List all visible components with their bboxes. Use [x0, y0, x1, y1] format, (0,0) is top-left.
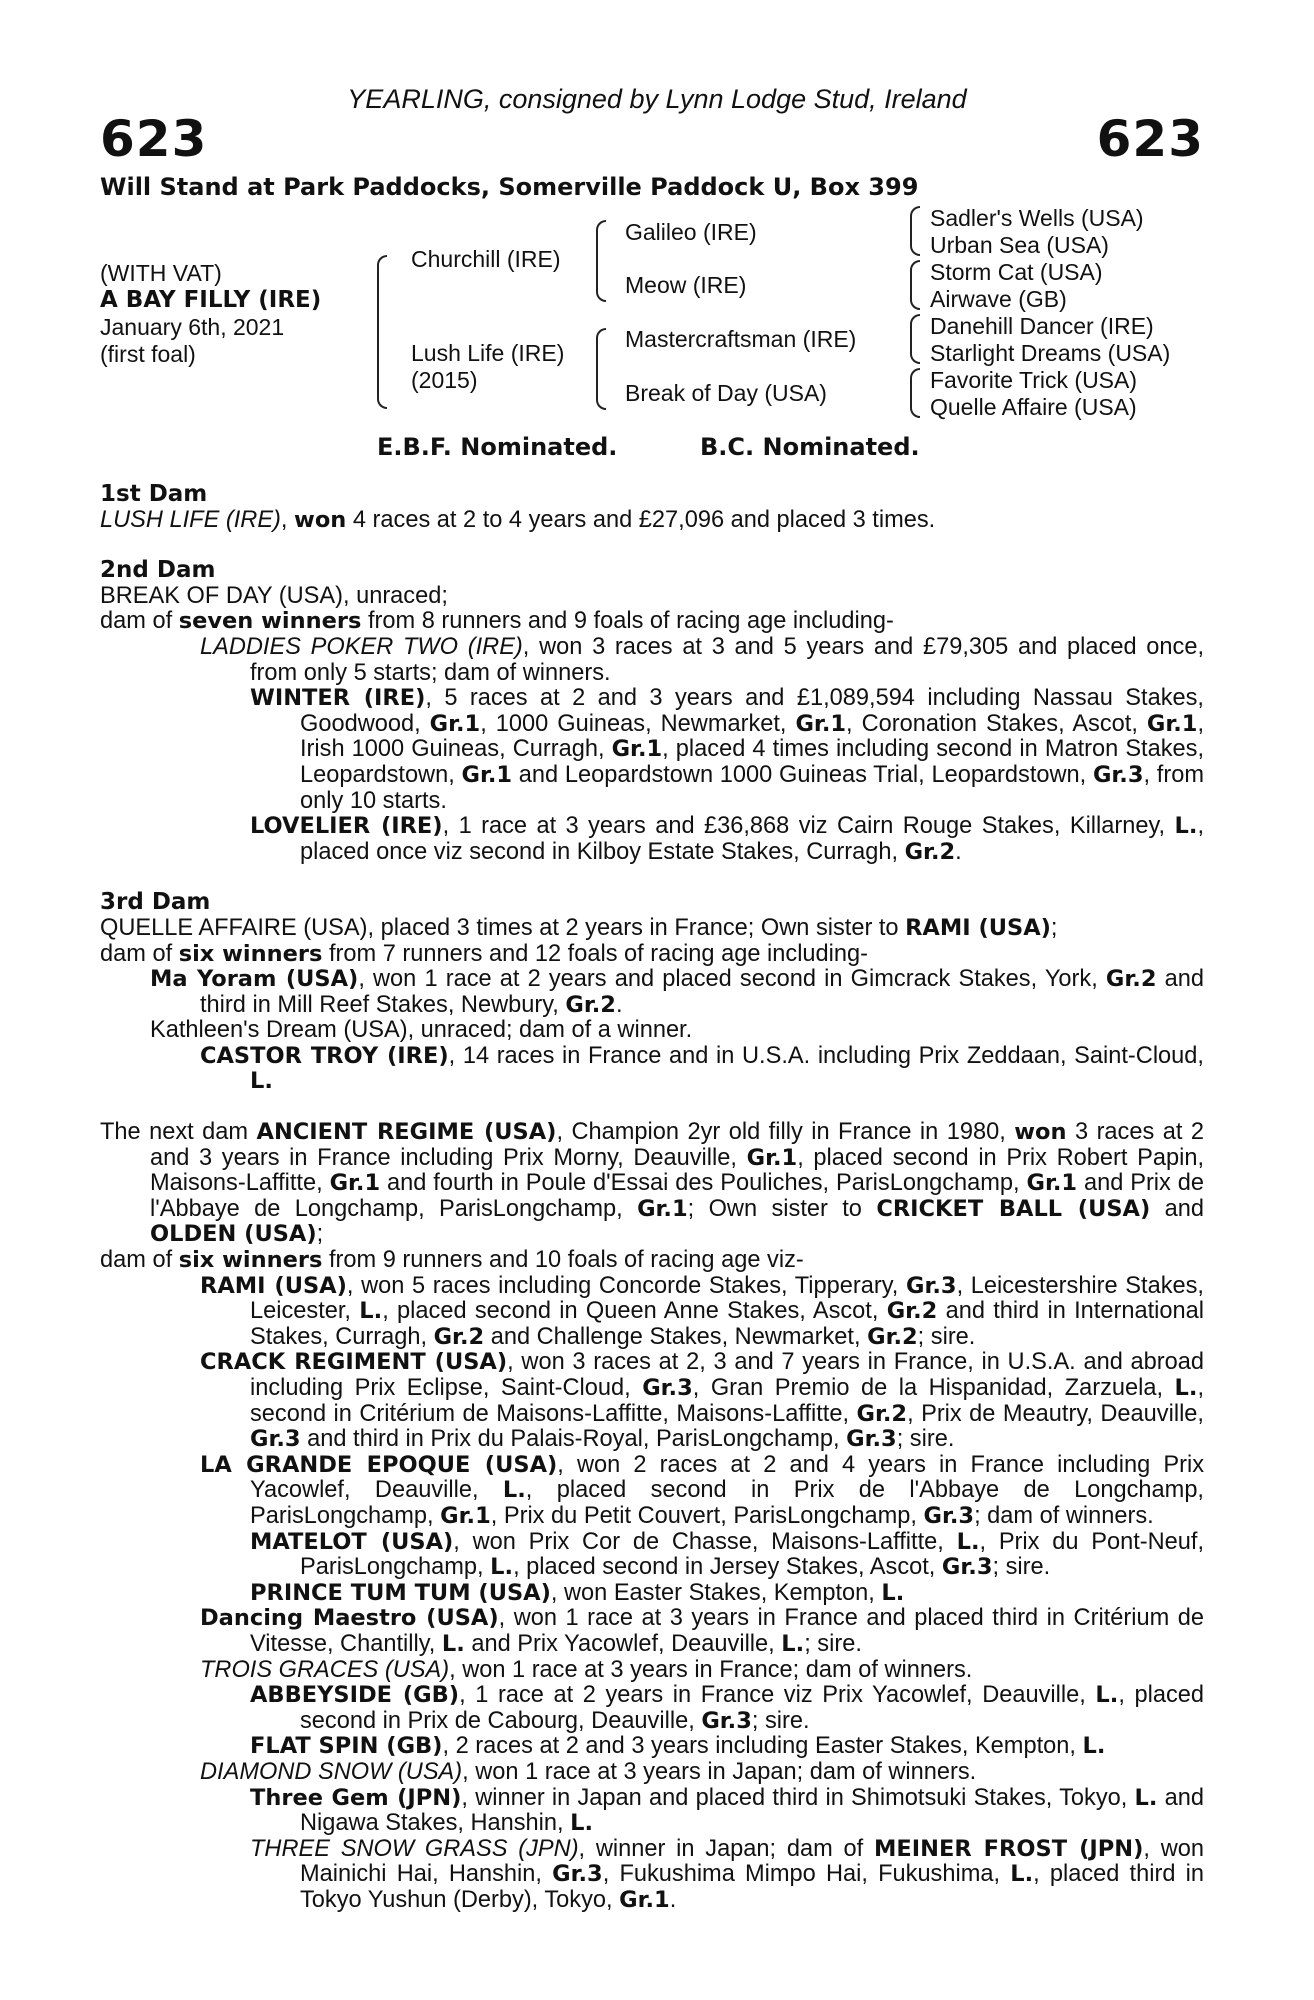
ebf-nominated: E.B.F. Nominated. [377, 433, 618, 461]
produce-laddies-poker-two: LADDIES POKER TWO (IRE), won 3 races at 3 and 5 years and £79,305 and placed once, from only 5 starts; dam of winners. [200, 633, 1204, 686]
produce-crack-regiment: CRACK REGIMENT (USA), won 3 races at 2, 3 and 7 years in France, in U.S.A. and abroad including Prix Eclipse, Saint-Cloud, Gr.3, Gran Premio de la Hispanidad, Zarzuela, L., second in Critérium de Maisons-Laffitte, Maisons-Laffitte, Gr.2, Prix de Meautry, Deauville, Gr.3 and third in Prix du Palais-Royal, ParisLongchamp, Gr.3; sire. [200, 1349, 1205, 1453]
lot-number-right: 623 [1096, 110, 1204, 168]
produce-diamond-snow: DIAMOND SNOW (USA), won 1 race at 3 years in Japan; dam of winners. [200, 1758, 977, 1785]
produce-three-gem: Three Gem (JPN), winner in Japan and placed third in Shimotsuki Stakes, Tokyo, L. and Nigawa Stakes, Hanshin, L. [250, 1784, 1205, 1837]
dam: Lush Life (IRE) [411, 340, 565, 366]
first-dam-text: LUSH LIFE (IRE), won 4 races at 2 to 4 years and £27,096 and placed 3 times. [100, 506, 936, 533]
produce-prince-tum-tum: PRINCE TUM TUM (USA), won Easter Stakes, Kempton, L. [250, 1579, 905, 1606]
ped-dds: Favorite Trick (USA) [930, 367, 1138, 393]
horse-dob: January 6th, 2021 [100, 314, 285, 340]
produce-flat-spin: FLAT SPIN (GB), 2 races at 2 and 3 years including Easter Stakes, Kempton, L. [250, 1733, 1106, 1760]
sire-sire: Galileo (IRE) [625, 219, 757, 245]
stand-location: Will Stand at Park Paddocks, Somerville Paddock U, Box 399 [100, 173, 919, 201]
pedigree-brace-ds [910, 314, 920, 364]
produce-ma-yoram: Ma Yoram (USA), won 1 race at 2 years and placed second in Gimcrack Stakes, York, Gr.2 and third in Mill Reef Stakes, Newbury, Gr.2. [150, 966, 1205, 1018]
dam-sire: Mastercraftsman (IRE) [625, 326, 857, 352]
next-dam-ancient-regime: The next dam ANCIENT REGIME (USA), Champion 2yr old filly in France in 1980, won 3 races at 2 and 3 years in France including Prix Morny, Deauville, Gr.1, placed second in Prix Robert Papin, Maisons-Laffitte, Gr.1 and fourth in Poule d'Essai des Pouliches, ParisLongchamp, Gr.1 and Prix de l'Abbaye de Longchamp, ParisLongchamp, Gr.1; Own sister to CRICKET BALL (USA) and OLDEN (USA); [100, 1119, 1205, 1248]
ped-dsd: Starlight Dreams (USA) [930, 340, 1171, 366]
next-dam-summary: dam of six winners from 9 runners and 10 foals of racing age viz- [100, 1247, 804, 1274]
produce-winter: WINTER (IRE), 5 races at 2 and 3 years and £1,089,594 including Nassau Stakes, Goodwood, Gr.1, 1000 Guineas, Newmarket, Gr.1, Coronation Stakes, Ascot, Gr.1, Irish 1000 Guineas, Curragh, Gr.1, placed 4 times including second in Matron Stakes, Leopardstown, Gr.1 and Leopardstown 1000 Guineas Trial, Leopardstown, Gr.3, from only 10 starts. [250, 685, 1205, 814]
lot-number-left: 623 [100, 110, 208, 168]
sire: Churchill (IRE) [411, 246, 561, 272]
second-dam-text: BREAK OF DAY (USA), unraced; [100, 582, 448, 609]
bc-nominated: B.C. Nominated. [700, 433, 920, 461]
produce-record [100, 482, 1204, 1913]
horse-foal-note: (first foal) [100, 341, 196, 367]
second-dam-heading: 2nd Dam [100, 557, 216, 584]
ped-sss: Sadler's Wells (USA) [930, 205, 1144, 231]
produce-matelot: MATELOT (USA), won Prix Cor de Chasse, Maisons-Laffitte, L., Prix du Pont-Neuf, ParisLongchamp, L., placed second in Jersey Stakes, Ascot, Gr.3; sire. [250, 1528, 1205, 1581]
third-dam-summary: dam of six winners from 7 runners and 12 foals of racing age including- [100, 940, 869, 967]
third-dam-text: QUELLE AFFAIRE (USA), placed 3 times at 2 years in France; Own sister to RAMI (USA); [100, 914, 1058, 941]
produce-castor-troy: CASTOR TROY (IRE), 14 races in France and in U.S.A. including Prix Zeddaan, Saint-Cloud, L. [200, 1042, 1204, 1095]
second-dam-summary: dam of seven winners from 8 runners and 9 foals of racing age including- [100, 608, 894, 635]
ped-ssd: Urban Sea (USA) [930, 232, 1109, 258]
sire-dam: Meow (IRE) [625, 272, 747, 298]
produce-dancing-maestro: Dancing Maestro (USA), won 1 race at 3 years in France and placed third in Critérium de Vitesse, Chantilly, L. and Prix Yacowlef, Deauville, L.; sire. [200, 1605, 1204, 1657]
ped-sds: Storm Cat (USA) [930, 259, 1103, 285]
pedigree-brace-ss [910, 206, 920, 256]
produce-kathleens-dream: Kathleen's Dream (USA), unraced; dam of a winner. [150, 1017, 693, 1044]
pedigree-brace-dam [596, 328, 606, 410]
ped-ddd: Quelle Affaire (USA) [930, 394, 1137, 420]
pedigree-brace-sire [596, 220, 606, 302]
pedigree-brace-dd [910, 368, 920, 418]
produce-abbeyside: ABBEYSIDE (GB), 1 race at 2 years in France viz Prix Yacowlef, Deauville, L., placed second in Prix de Cabourg, Deauville, Gr.3; sire. [250, 1682, 1205, 1734]
dam-dam: Break of Day (USA) [625, 380, 827, 406]
first-dam-heading: 1st Dam [100, 481, 208, 507]
third-dam-heading: 3rd Dam [100, 889, 211, 916]
horse-name: A BAY FILLY (IRE) [100, 287, 322, 313]
ped-dss: Danehill Dancer (IRE) [930, 313, 1154, 339]
pedigree-brace-sd [910, 260, 920, 310]
consignment-line: YEARLING, consigned by Lynn Lodge Stud, Ireland [347, 84, 967, 114]
dam-year: (2015) [411, 367, 478, 393]
produce-three-snow-grass: THREE SNOW GRASS (JPN), winner in Japan; dam of MEINER FROST (JPN), won Mainichi Hai, Hanshin, Gr.3, Fukushima Mimpo Hai, Fukushima, L., placed third in Tokyo Yushun (Derby), Tokyo, Gr.1. [250, 1835, 1204, 1913]
produce-la-grande-epoque: LA GRANDE EPOQUE (USA), won 2 races at 2 and 4 years in France including Prix Yacowlef, Deauville, L., placed second in Prix de l'Abbaye de Longchamp, ParisLongchamp, Gr.1, Prix du Petit Couvert, ParisLongchamp, Gr.3; dam of winners. [200, 1451, 1204, 1529]
pedigree-brace-main [377, 255, 387, 409]
produce-rami: RAMI (USA), won 5 races including Concorde Stakes, Tipperary, Gr.3, Leicestershire Stakes, Leicester, L., placed second in Queen Anne Stakes, Ascot, Gr.2 and third in International Stakes, Curragh, Gr.2 and Challenge Stakes, Newmarket, Gr.2; sire. [200, 1272, 1204, 1350]
vat-note: (WITH VAT) [100, 260, 222, 286]
produce-lovelier: LOVELIER (IRE), 1 race at 3 years and £36,868 viz Cairn Rouge Stakes, Killarney, L., placed once viz second in Kilboy Estate Stakes, Curragh, Gr.2. [250, 813, 1204, 865]
ped-sdd: Airwave (GB) [930, 286, 1067, 312]
produce-trois-graces: TROIS GRACES (USA), won 1 race at 3 years in France; dam of winners. [200, 1656, 973, 1683]
